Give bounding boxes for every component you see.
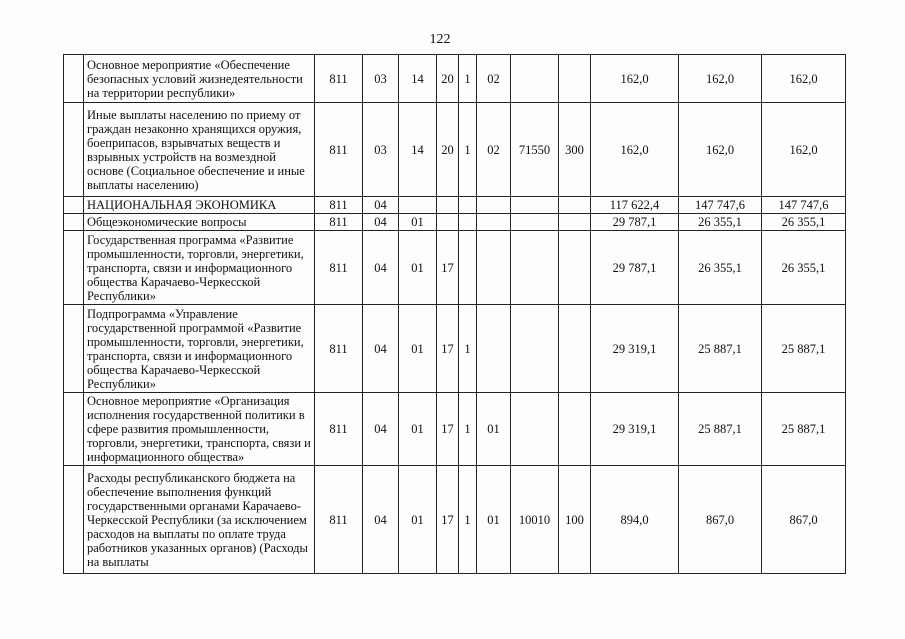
row-target-code <box>511 55 559 103</box>
table-row <box>64 305 846 393</box>
page-number: 122 <box>429 32 451 47</box>
row-activity-code <box>477 214 511 231</box>
row-section-code: 04 <box>363 466 399 574</box>
row-blank-cell <box>64 55 84 103</box>
row-description: НАЦИОНАЛЬНАЯ ЭКОНОМИКА <box>84 197 315 214</box>
row-description: Основное мероприятие «Обеспечение безопасных условий жизнедеятельности на территории республики» <box>84 55 315 103</box>
row-activity-code: 02 <box>477 55 511 103</box>
row-amount-year-1: 29 319,1 <box>591 305 679 393</box>
row-program-code: 17 <box>437 231 459 305</box>
table-row <box>64 466 846 574</box>
row-subprogram-code: 1 <box>459 466 477 574</box>
table-row <box>64 103 846 197</box>
row-description: Основное мероприятие «Организация исполнения государственной политики в сфере развития промышленности, торговли, энергетики, транспорта, связи и информационного общества» <box>84 393 315 466</box>
row-amount-year-3: 26 355,1 <box>762 214 846 231</box>
row-activity-code: 02 <box>477 103 511 197</box>
row-subprogram-code <box>459 231 477 305</box>
row-subsection-code: 01 <box>399 231 437 305</box>
row-subsection-code: 01 <box>399 466 437 574</box>
table-row <box>64 214 846 231</box>
table-body <box>64 55 846 574</box>
row-expense-type-code: 100 <box>559 466 591 574</box>
row-section-code: 04 <box>363 231 399 305</box>
row-expense-type-code <box>559 55 591 103</box>
row-amount-year-3: 162,0 <box>762 103 846 197</box>
row-ved-code: 811 <box>315 305 363 393</box>
row-ved-code: 811 <box>315 231 363 305</box>
row-target-code <box>511 393 559 466</box>
row-amount-year-1: 29 787,1 <box>591 214 679 231</box>
row-amount-year-2: 867,0 <box>679 466 762 574</box>
row-program-code: 17 <box>437 393 459 466</box>
budget-table <box>63 54 846 574</box>
row-description: Государственная программа «Развитие промышленности, торговли, энергетики, транспорта, связи и информационного общества Карачаево-Черкесской Республики» <box>84 231 315 305</box>
row-description: Подпрограмма «Управление государственной программой «Развитие промышленности, торговли, энергетики, транспорта, связи и информационного общества Карачаево-Черкесской Республики» <box>84 305 315 393</box>
row-subprogram-code: 1 <box>459 103 477 197</box>
row-subsection-code: 01 <box>399 214 437 231</box>
row-subsection-code: 01 <box>399 305 437 393</box>
row-blank-cell <box>64 197 84 214</box>
row-blank-cell <box>64 103 84 197</box>
row-description: Иные выплаты населению по приему от граждан незаконно хранящихся оружия, боеприпасов, взрывчатых веществ и взрывных устройств на возмездной основе (Социальное обеспечение и иные выплаты населению) <box>84 103 315 197</box>
row-amount-year-1: 29 787,1 <box>591 231 679 305</box>
row-target-code: 10010 <box>511 466 559 574</box>
row-amount-year-3: 25 887,1 <box>762 305 846 393</box>
row-subprogram-code: 1 <box>459 393 477 466</box>
row-subsection-code: 01 <box>399 393 437 466</box>
row-program-code <box>437 214 459 231</box>
row-target-code <box>511 231 559 305</box>
row-section-code: 03 <box>363 103 399 197</box>
row-section-code: 04 <box>363 393 399 466</box>
row-amount-year-2: 162,0 <box>679 55 762 103</box>
row-amount-year-2: 25 887,1 <box>679 393 762 466</box>
row-ved-code: 811 <box>315 466 363 574</box>
row-expense-type-code <box>559 231 591 305</box>
row-blank-cell <box>64 214 84 231</box>
row-description: Общеэкономические вопросы <box>84 214 315 231</box>
row-amount-year-1: 162,0 <box>591 55 679 103</box>
row-amount-year-3: 25 887,1 <box>762 393 846 466</box>
row-activity-code: 01 <box>477 466 511 574</box>
row-section-code: 04 <box>363 214 399 231</box>
row-amount-year-2: 26 355,1 <box>679 231 762 305</box>
row-activity-code <box>477 231 511 305</box>
row-amount-year-3: 867,0 <box>762 466 846 574</box>
row-program-code: 17 <box>437 466 459 574</box>
table-row <box>64 393 846 466</box>
row-amount-year-3: 147 747,6 <box>762 197 846 214</box>
row-target-code <box>511 214 559 231</box>
row-ved-code: 811 <box>315 197 363 214</box>
row-amount-year-1: 162,0 <box>591 103 679 197</box>
row-subprogram-code <box>459 197 477 214</box>
row-program-code: 20 <box>437 103 459 197</box>
row-section-code: 04 <box>363 197 399 214</box>
row-blank-cell <box>64 305 84 393</box>
row-amount-year-1: 117 622,4 <box>591 197 679 214</box>
row-subsection-code: 14 <box>399 103 437 197</box>
row-ved-code: 811 <box>315 393 363 466</box>
row-subprogram-code <box>459 214 477 231</box>
row-amount-year-2: 25 887,1 <box>679 305 762 393</box>
row-amount-year-2: 162,0 <box>679 103 762 197</box>
row-activity-code <box>477 197 511 214</box>
row-expense-type-code <box>559 305 591 393</box>
row-activity-code <box>477 305 511 393</box>
row-amount-year-3: 162,0 <box>762 55 846 103</box>
row-description: Расходы республиканского бюджета на обеспечение выполнения функций государственными органами Карачаево-Черкесской Республики (за исключением расходов на выплаты по оплате труда работников указанных органов) (Расходы на выплаты <box>84 466 315 574</box>
row-subsection-code <box>399 197 437 214</box>
row-program-code: 17 <box>437 305 459 393</box>
row-expense-type-code <box>559 197 591 214</box>
row-ved-code: 811 <box>315 55 363 103</box>
table-row <box>64 55 846 103</box>
row-amount-year-2: 147 747,6 <box>679 197 762 214</box>
row-subprogram-code: 1 <box>459 55 477 103</box>
row-program-code <box>437 197 459 214</box>
row-subprogram-code: 1 <box>459 305 477 393</box>
row-activity-code: 01 <box>477 393 511 466</box>
table-row <box>64 231 846 305</box>
row-subsection-code: 14 <box>399 55 437 103</box>
row-target-code <box>511 197 559 214</box>
row-expense-type-code <box>559 393 591 466</box>
row-section-code: 03 <box>363 55 399 103</box>
row-amount-year-1: 894,0 <box>591 466 679 574</box>
row-program-code: 20 <box>437 55 459 103</box>
row-blank-cell <box>64 393 84 466</box>
row-blank-cell <box>64 231 84 305</box>
row-expense-type-code: 300 <box>559 103 591 197</box>
row-section-code: 04 <box>363 305 399 393</box>
row-amount-year-2: 26 355,1 <box>679 214 762 231</box>
row-ved-code: 811 <box>315 214 363 231</box>
row-amount-year-3: 26 355,1 <box>762 231 846 305</box>
row-ved-code: 811 <box>315 103 363 197</box>
row-target-code: 71550 <box>511 103 559 197</box>
row-target-code <box>511 305 559 393</box>
table-row <box>64 197 846 214</box>
row-amount-year-1: 29 319,1 <box>591 393 679 466</box>
row-expense-type-code <box>559 214 591 231</box>
row-blank-cell <box>64 466 84 574</box>
